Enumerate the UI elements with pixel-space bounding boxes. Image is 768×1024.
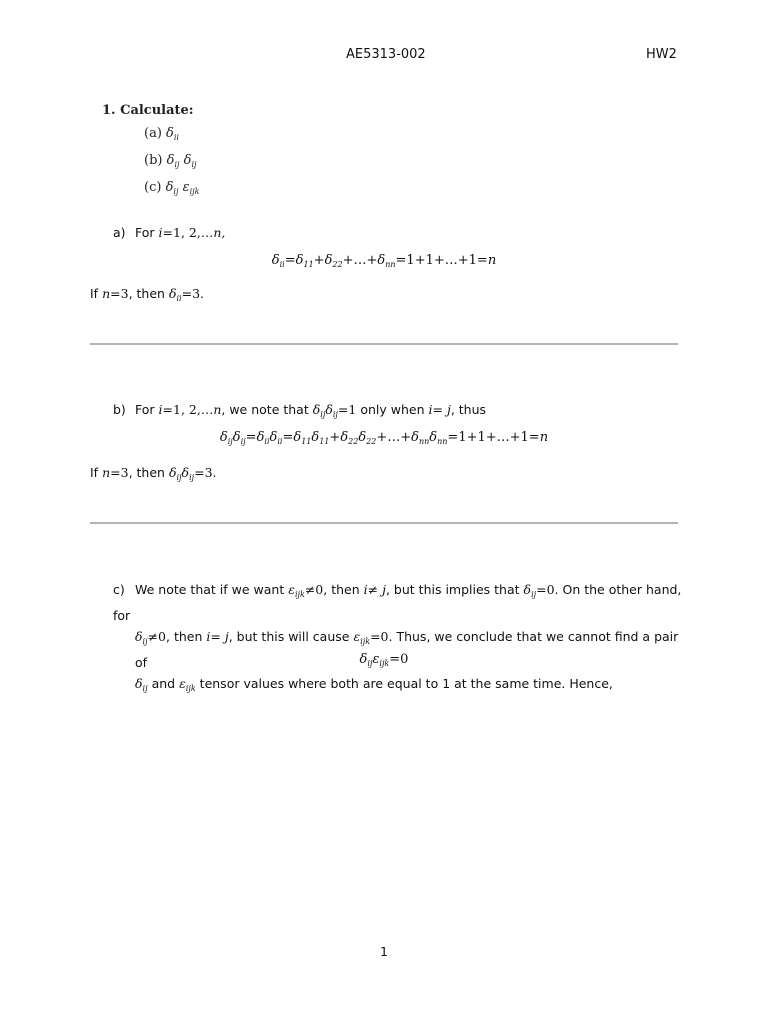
section-divider <box>90 522 678 524</box>
problem-statement <box>102 99 199 203</box>
header-course: AE5313-002 <box>346 47 426 62</box>
problem-item-a: (a) $\delta_{ii}$ <box>144 126 179 142</box>
part-c-line-2: $\delta_{ij}\ne 0$, then i= j, but this will cause $\varepsilon_{ijk}=0$. Thus, we conclude that we cannot find a pair of <box>135 629 679 670</box>
section-divider <box>90 343 678 345</box>
header-hw: HW2 <box>646 47 677 62</box>
part-c-line-3: $\delta_{ij}$ and $\varepsilon_{ijk}$ tensor values where both are equal to 1 at the same time. Hence, <box>135 676 613 693</box>
part-c-line-1: c) We note that if we want $\varepsilon_{ijk}\ne 0$, then i≠ j, but this implies that $\delta_{ij}=0$. On the other hand, for <box>113 582 682 623</box>
problem-title: 1. Calculate: <box>102 103 194 118</box>
part-b-result: If n=3, then $\delta_{ij}\delta_{ij}=3$. <box>90 465 217 482</box>
part-c-equation: $\delta_{ij}\varepsilon_{ijk}=0$ <box>359 652 409 668</box>
problem-item-b: (b) $\delta_{ij}$ $\delta_{ij}$ <box>144 153 197 169</box>
part-a-intro: a) For i=1, 2,…n, <box>113 225 226 240</box>
part-a-result: If n=3, then $\delta_{ii}=3$. <box>90 286 205 303</box>
problem-item-c: (c) $\delta_{ij}$ $\varepsilon_{ijk}$ <box>144 180 200 196</box>
problem-items <box>102 122 199 203</box>
part-b-equation: $\delta_{ij}\delta_{ij}=\delta_{ii}\delta_{ii}=\delta_{11}\delta_{11}+\delta_{22}\delta_{22}+\dots+\delta_{nn}\delta_{nn}=1+1+\dots+1=n$ <box>219 430 549 446</box>
part-b-intro: b) For i=1, 2,…n, we note that $\delta_{ij}\delta_{ij}=1$ only when i= j, thus <box>113 402 487 419</box>
part-c-paragraph <box>113 579 683 699</box>
page-number: 1 <box>380 944 388 959</box>
part-a-equation: $\delta_{ii}=\delta_{11}+\delta_{22}+\dots+\delta_{nn}=1+1+\dots+1=n$ <box>271 253 497 269</box>
